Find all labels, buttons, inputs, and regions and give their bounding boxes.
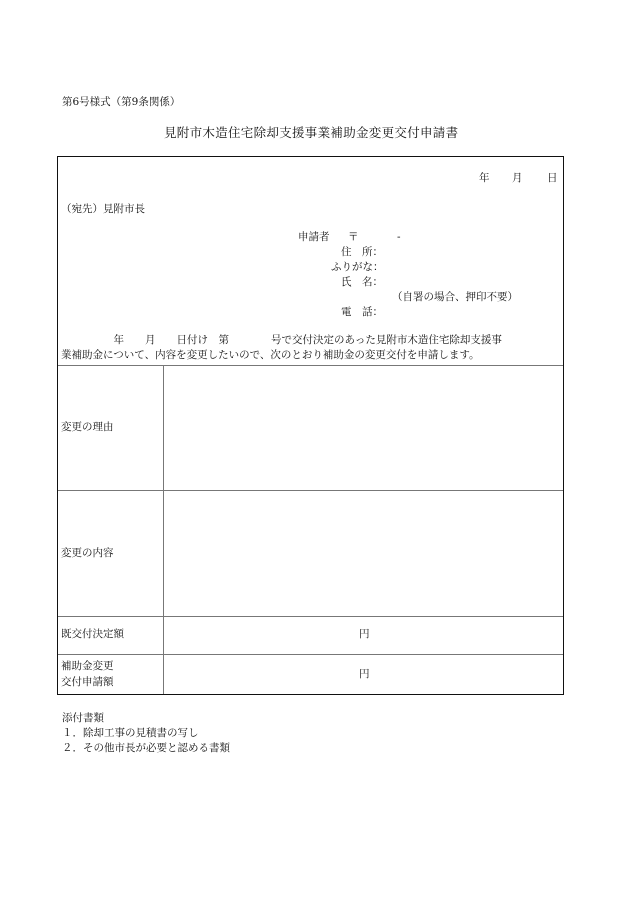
column-divider <box>163 365 164 694</box>
address-label: 住 所： <box>341 246 383 258</box>
approved-amount-unit: 円 <box>359 628 370 640</box>
row-label-approved-amount: 既交付決定額 <box>61 628 124 640</box>
application-form <box>57 156 564 695</box>
attachments-heading: 添付書類 <box>62 712 104 724</box>
row-label-change-amount-line2: 交付申請額 <box>61 676 114 688</box>
row-divider <box>58 616 563 617</box>
attachment-item: ２．その他市長が必要と認める書類 <box>62 742 230 754</box>
date-month-label: 月 <box>512 172 523 184</box>
date-year-label: 年 <box>479 172 490 184</box>
postal-dash: - <box>397 231 401 243</box>
statement-line-2: 業補助金について、内容を変更したいので、次のとおり補助金の変更交付を申請します。 <box>61 349 480 361</box>
row-label-reason: 変更の理由 <box>61 421 114 433</box>
form-number: 第6号様式（第9条関係） <box>62 96 181 108</box>
name-label: 氏 名： <box>341 276 383 288</box>
table-top-divider <box>58 365 563 366</box>
page-title: 見附市木造住宅除却支援事業補助金変更交付申請書 <box>164 125 459 140</box>
postal-mark: 〒 <box>348 231 359 243</box>
statement-line-1: 年 月 日付け 第 号で交付決定のあった見附市木造住宅除却支援事 <box>61 334 502 346</box>
row-label-change-amount-line1: 補助金変更 <box>61 660 114 672</box>
row-divider <box>58 654 563 655</box>
applicant-label: 申請者 <box>298 231 330 243</box>
date-day-label: 日 <box>547 172 558 184</box>
change-amount-unit: 円 <box>359 668 370 680</box>
furigana-label: ふりがな： <box>331 261 384 273</box>
row-label-content: 変更の内容 <box>61 547 114 559</box>
phone-label: 電 話： <box>341 306 383 318</box>
addressee: （宛先）見附市長 <box>61 203 145 215</box>
row-divider <box>58 490 563 491</box>
signature-note: （自署の場合、押印不要） <box>392 291 518 303</box>
attachment-item: １．除却工事の見積書の写し <box>62 727 199 739</box>
